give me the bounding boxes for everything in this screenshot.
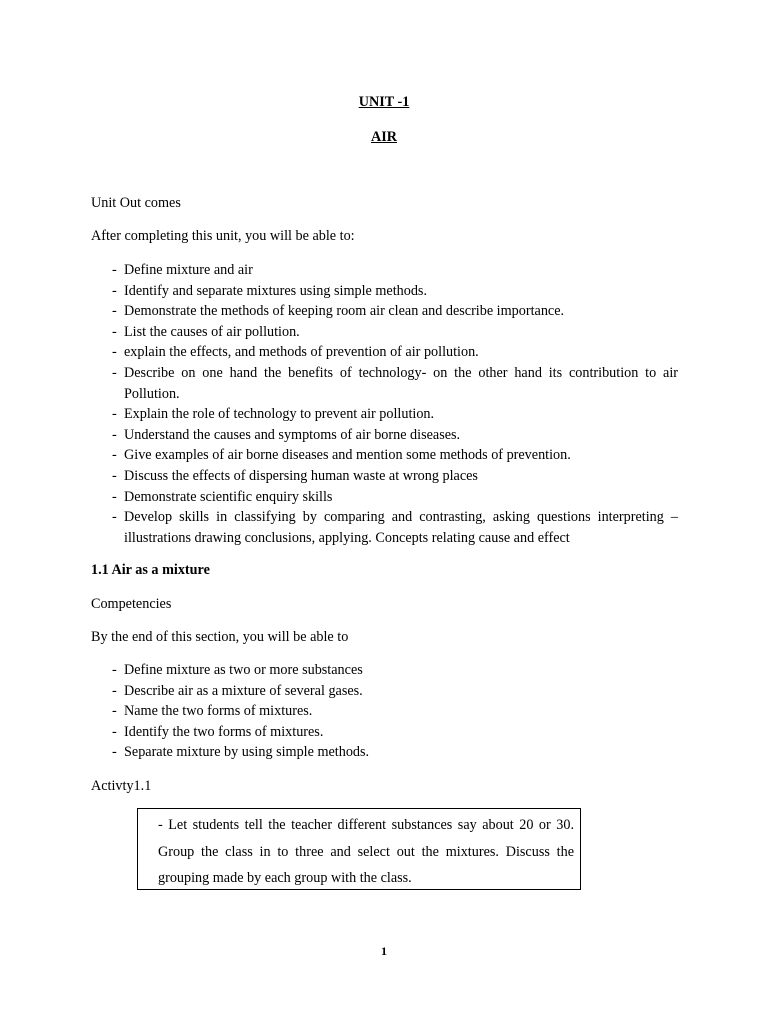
outcome-text: Describe on one hand the benefits of technology- on the other hand its contribution to air Pollution. — [124, 364, 678, 402]
bullet-dash: - — [112, 723, 117, 740]
activity-label: Activty1.1 — [91, 778, 152, 794]
list-item — [112, 487, 678, 508]
unit-title: UNIT -1 — [358, 94, 410, 110]
list-item — [112, 701, 678, 722]
bullet-dash: - — [112, 323, 117, 340]
activity-box — [137, 808, 581, 890]
bullet-dash: - — [112, 406, 117, 423]
bullet-dash: - — [112, 682, 117, 699]
bullet-dash: - — [112, 744, 117, 761]
list-item — [112, 260, 678, 281]
outcomes-intro: After completing this unit, you will be able to: — [91, 228, 355, 244]
competency-text: Describe air as a mixture of several gases. — [124, 682, 363, 699]
outcomes-list — [112, 260, 678, 548]
outcome-text: Discuss the effects of dispersing human waste at wrong places — [124, 467, 478, 484]
outcome-text: List the causes of air pollution. — [124, 323, 300, 340]
outcome-text: Identify and separate mixtures using simple methods. — [124, 282, 427, 299]
list-item — [112, 507, 678, 548]
bullet-dash: - — [112, 509, 117, 526]
list-item — [112, 281, 678, 302]
bullet-dash: - — [112, 344, 117, 361]
page-number: 1 — [381, 944, 387, 958]
bullet-dash: - — [112, 262, 117, 278]
competency-text: Identify the two forms of mixtures. — [124, 723, 324, 740]
competency-text: Name the two forms of mixtures. — [124, 703, 313, 720]
outcome-text: explain the effects, and methods of prevention of air pollution. — [124, 344, 479, 361]
list-item — [112, 445, 678, 466]
outcome-text: Define mixture and air — [124, 262, 253, 278]
competency-text: Separate mixture by using simple methods. — [124, 744, 370, 761]
outcome-text: Understand the causes and symptoms of air borne diseases. — [124, 426, 461, 443]
activity-text: - Let students tell the teacher different substances say about 20 or 30. Group the class in to three and select out the mixtures. Discuss the grouping made by each group with the class. — [158, 817, 574, 886]
outcome-text: Demonstrate the methods of keeping room air clean and describe importance. — [124, 303, 565, 320]
list-item — [112, 722, 678, 743]
outcome-text: Develop skills in classifying by comparing and contrasting, asking questions interpreting – illustrations drawing conclusions, applying. Concepts relating cause and effect — [124, 509, 678, 546]
bullet-dash: - — [112, 447, 117, 464]
outcome-text: Explain the role of technology to prevent air pollution. — [124, 406, 435, 423]
outcome-text: Demonstrate scientific enquiry skills — [124, 488, 333, 505]
subject-title: AIR — [370, 129, 397, 145]
outcome-text: Give examples of air borne diseases and mention some methods of prevention. — [124, 447, 571, 464]
competencies-intro: By the end of this section, you will be able to — [91, 629, 349, 645]
list-item — [112, 342, 678, 363]
outcomes-heading: Unit Out comes — [91, 195, 181, 211]
list-item — [112, 404, 678, 425]
list-item — [112, 363, 678, 404]
list-item — [112, 742, 678, 763]
bullet-dash: - — [112, 364, 117, 381]
bullet-dash: - — [112, 467, 117, 484]
list-item — [112, 301, 678, 322]
list-item — [112, 425, 678, 446]
bullet-dash: - — [112, 282, 117, 299]
bullet-dash: - — [112, 488, 117, 505]
bullet-dash: - — [112, 303, 117, 320]
bullet-dash: - — [112, 662, 117, 678]
section-heading: 1.1 Air as a mixture — [91, 562, 210, 578]
competencies-list — [112, 660, 678, 763]
list-item — [112, 466, 678, 487]
competency-text: Define mixture as two or more substances — [124, 662, 363, 678]
bullet-dash: - — [112, 703, 117, 720]
bullet-dash: - — [112, 426, 117, 443]
list-item — [112, 322, 678, 343]
list-item — [112, 660, 678, 681]
list-item — [112, 681, 678, 702]
competencies-heading: Competencies — [91, 596, 172, 612]
